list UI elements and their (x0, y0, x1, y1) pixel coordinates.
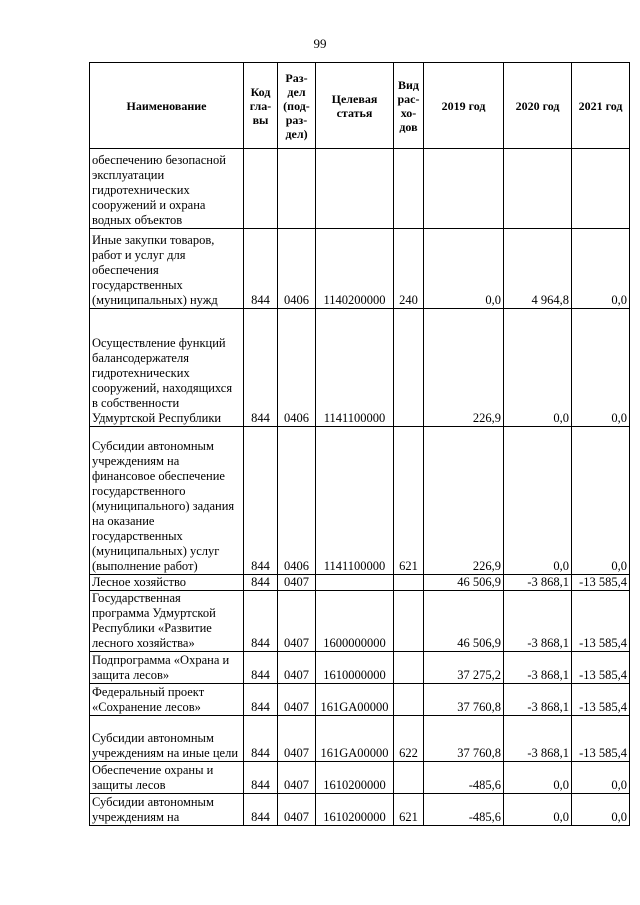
cell-name: Лесное хозяйство (90, 575, 244, 591)
cell-section: 0407 (278, 591, 316, 652)
cell-type (394, 591, 424, 652)
cell-y2021: 0,0 (572, 794, 630, 826)
cell-y2019: -485,6 (424, 794, 504, 826)
cell-type (394, 762, 424, 794)
cell-code: 844 (244, 716, 278, 762)
header-2020: 2020 год (504, 63, 572, 149)
cell-y2020: -3 868,1 (504, 652, 572, 684)
cell-section (278, 149, 316, 229)
cell-code: 844 (244, 427, 278, 575)
cell-y2021: -13 585,4 (572, 591, 630, 652)
table-row (90, 762, 630, 794)
table-row (90, 652, 630, 684)
cell-y2020: 0,0 (504, 762, 572, 794)
cell-y2020: -3 868,1 (504, 716, 572, 762)
header-row (90, 63, 630, 149)
cell-target (316, 149, 394, 229)
cell-y2019: -485,6 (424, 762, 504, 794)
cell-code: 844 (244, 591, 278, 652)
cell-code (244, 149, 278, 229)
cell-type: 622 (394, 716, 424, 762)
cell-y2021: -13 585,4 (572, 684, 630, 716)
cell-y2019: 37 760,8 (424, 716, 504, 762)
cell-section: 0406 (278, 229, 316, 309)
cell-y2021: 0,0 (572, 762, 630, 794)
budget-table (89, 62, 630, 826)
cell-section: 0407 (278, 575, 316, 591)
cell-section: 0407 (278, 762, 316, 794)
cell-name: Субсидии автономным учреждениям на иные цели (90, 716, 244, 762)
header-section: Раз-дел (под-раз-дел) (278, 63, 316, 149)
cell-code: 844 (244, 229, 278, 309)
header-2019: 2019 год (424, 63, 504, 149)
cell-code: 844 (244, 684, 278, 716)
table-body (90, 149, 630, 826)
table-row (90, 309, 630, 427)
cell-name: обеспечению безопасной эксплуатации гидротехнических сооружений и охрана водных объектов (90, 149, 244, 229)
cell-section: 0407 (278, 652, 316, 684)
cell-y2020 (504, 149, 572, 229)
table-row (90, 794, 630, 826)
cell-target: 1610000000 (316, 652, 394, 684)
cell-y2020: 0,0 (504, 309, 572, 427)
header-2021: 2021 год (572, 63, 630, 149)
cell-section: 0407 (278, 794, 316, 826)
header-type: Вид рас-хо-дов (394, 63, 424, 149)
cell-y2020: 0,0 (504, 794, 572, 826)
cell-name: Федеральный проект «Сохранение лесов» (90, 684, 244, 716)
cell-y2021: 0,0 (572, 229, 630, 309)
cell-section: 0407 (278, 684, 316, 716)
cell-y2019: 46 506,9 (424, 591, 504, 652)
cell-y2021 (572, 149, 630, 229)
cell-section: 0406 (278, 427, 316, 575)
table-row (90, 575, 630, 591)
cell-y2019: 37 760,8 (424, 684, 504, 716)
cell-code: 844 (244, 652, 278, 684)
cell-name: Субсидии автономным учреждениям на финансовое обеспечение государственного (муниципального) задания на оказание государственных (муниципальных) услуг (выполнение работ) (90, 427, 244, 575)
header-name: Наименование (90, 63, 244, 149)
cell-target: 1610200000 (316, 762, 394, 794)
cell-name: Государственная программа Удмуртской Республики «Развитие лесного хозяйства» (90, 591, 244, 652)
cell-target: 161GA00000 (316, 716, 394, 762)
cell-target: 1610200000 (316, 794, 394, 826)
cell-y2019: 37 275,2 (424, 652, 504, 684)
cell-y2020: -3 868,1 (504, 575, 572, 591)
cell-y2020: 0,0 (504, 427, 572, 575)
cell-target (316, 575, 394, 591)
cell-target: 161GA00000 (316, 684, 394, 716)
cell-code: 844 (244, 762, 278, 794)
cell-name: Иные закупки товаров, работ и услуг для обеспечения государственных (муниципальных) нужд (90, 229, 244, 309)
cell-code: 844 (244, 309, 278, 427)
cell-y2019: 226,9 (424, 309, 504, 427)
cell-target: 1140200000 (316, 229, 394, 309)
header-code: Код гла-вы (244, 63, 278, 149)
cell-type (394, 309, 424, 427)
cell-name: Субсидии автономным учреждениям на (90, 794, 244, 826)
table-row (90, 427, 630, 575)
cell-type (394, 652, 424, 684)
cell-section: 0407 (278, 716, 316, 762)
table-row (90, 684, 630, 716)
cell-type (394, 149, 424, 229)
cell-y2019: 0,0 (424, 229, 504, 309)
cell-code: 844 (244, 794, 278, 826)
cell-y2019: 46 506,9 (424, 575, 504, 591)
cell-code: 844 (244, 575, 278, 591)
cell-y2021: -13 585,4 (572, 716, 630, 762)
cell-name: Осуществление функций балансодержателя гидротехнических сооружений, находящихся в собственности Удмуртской Республики (90, 309, 244, 427)
cell-y2021: -13 585,4 (572, 652, 630, 684)
cell-y2019: 226,9 (424, 427, 504, 575)
cell-target: 1141100000 (316, 427, 394, 575)
cell-y2021: 0,0 (572, 427, 630, 575)
cell-name: Обеспечение охраны и защиты лесов (90, 762, 244, 794)
cell-y2019 (424, 149, 504, 229)
table-row (90, 229, 630, 309)
header-target: Целевая статья (316, 63, 394, 149)
cell-type (394, 684, 424, 716)
cell-y2021: 0,0 (572, 309, 630, 427)
cell-type (394, 575, 424, 591)
cell-target: 1600000000 (316, 591, 394, 652)
table-row (90, 591, 630, 652)
cell-y2020: -3 868,1 (504, 591, 572, 652)
cell-type: 621 (394, 794, 424, 826)
cell-y2021: -13 585,4 (572, 575, 630, 591)
cell-type: 621 (394, 427, 424, 575)
table-row (90, 716, 630, 762)
cell-name: Подпрограмма «Охрана и защита лесов» (90, 652, 244, 684)
cell-y2020: -3 868,1 (504, 684, 572, 716)
page-number: 99 (313, 36, 327, 51)
cell-type: 240 (394, 229, 424, 309)
cell-target: 1141100000 (316, 309, 394, 427)
cell-y2020: 4 964,8 (504, 229, 572, 309)
table-row (90, 149, 630, 229)
cell-section: 0406 (278, 309, 316, 427)
